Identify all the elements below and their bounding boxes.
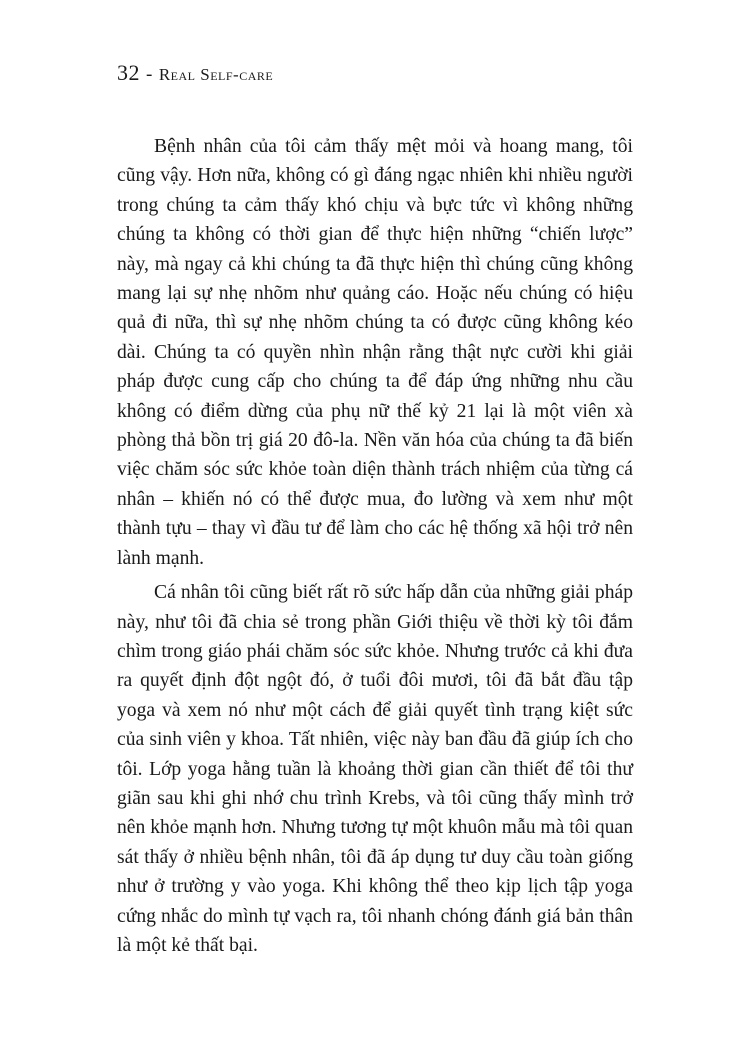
page-number: 32	[117, 60, 140, 85]
paragraph: Bệnh nhân của tôi cảm thấy mệt mỏi và hoang mang, tôi cũng vậy. Hơn nữa, không có gì đáng ngạc nhiên khi nhiều người trong chúng ta cảm thấy khó chịu và bực tức vì không những chúng ta không có thời gian để thực hiện những “chiến lược” này, mà ngay cả khi chúng ta đã thực hiện thì chúng cũng không mang lại sự nhẹ nhõm như quảng cáo. Hoặc nếu chúng có hiệu quả đi nữa, thì sự nhẹ nhõm chúng ta có được cũng không kéo dài. Chúng ta có quyền nhìn nhận rằng thật nực cười khi giải pháp được cung cấp cho chúng ta để đáp ứng những nhu cầu không có điểm dừng của phụ nữ thế kỷ 21 lại là một viên xà phòng thả bồn trị giá 20 đô-la. Nền văn hóa của chúng ta đã biến việc chăm sóc sức khỏe toàn diện thành trách nhiệm của từng cá nhân – khiến nó có thể được mua, đo lường và xem như một thành tựu – thay vì đầu tư để làm cho các hệ thống xã hội trở nên lành mạnh.	[117, 136, 633, 569]
book-title: Real Self-care	[158, 65, 274, 84]
header-separator: -	[146, 64, 153, 85]
paragraph: Cá nhân tôi cũng biết rất rõ sức hấp dẫn của những giải pháp này, như tôi đã chia sẻ trong phần Giới thiệu về thời kỳ tôi đắm chìm trong giáo phái chăm sóc sức khỏe. Nhưng trước cả khi đưa ra quyết định đột ngột đó, ở tuổi đôi mươi, tôi đã bắt đầu tập yoga và xem nó như một cách để giải quyết tình trạng kiệt sức của sinh viên y khoa. Tất nhiên, việc này ban đầu đã giúp ích cho tôi. Lớp yoga hằng tuần là khoảng thời gian cần thiết để tôi thư giãn sau khi ghi nhớ chu trình Krebs, và tôi cũng thấy mình trở nên khỏe mạnh hơn. Nhưng tương tự một khuôn mẫu mà tôi quan sát thấy ở nhiều bệnh nhân, tôi đã áp dụng tư duy cầu toàn giống như ở trường y vào yoga. Khi không thể theo kịp lịch tập yoga cứng nhắc do mình tự vạch ra, tôi nhanh chóng đánh giá bản thân là một kẻ thất bại.	[117, 582, 633, 956]
body-text	[117, 132, 633, 960]
running-header	[117, 60, 273, 86]
